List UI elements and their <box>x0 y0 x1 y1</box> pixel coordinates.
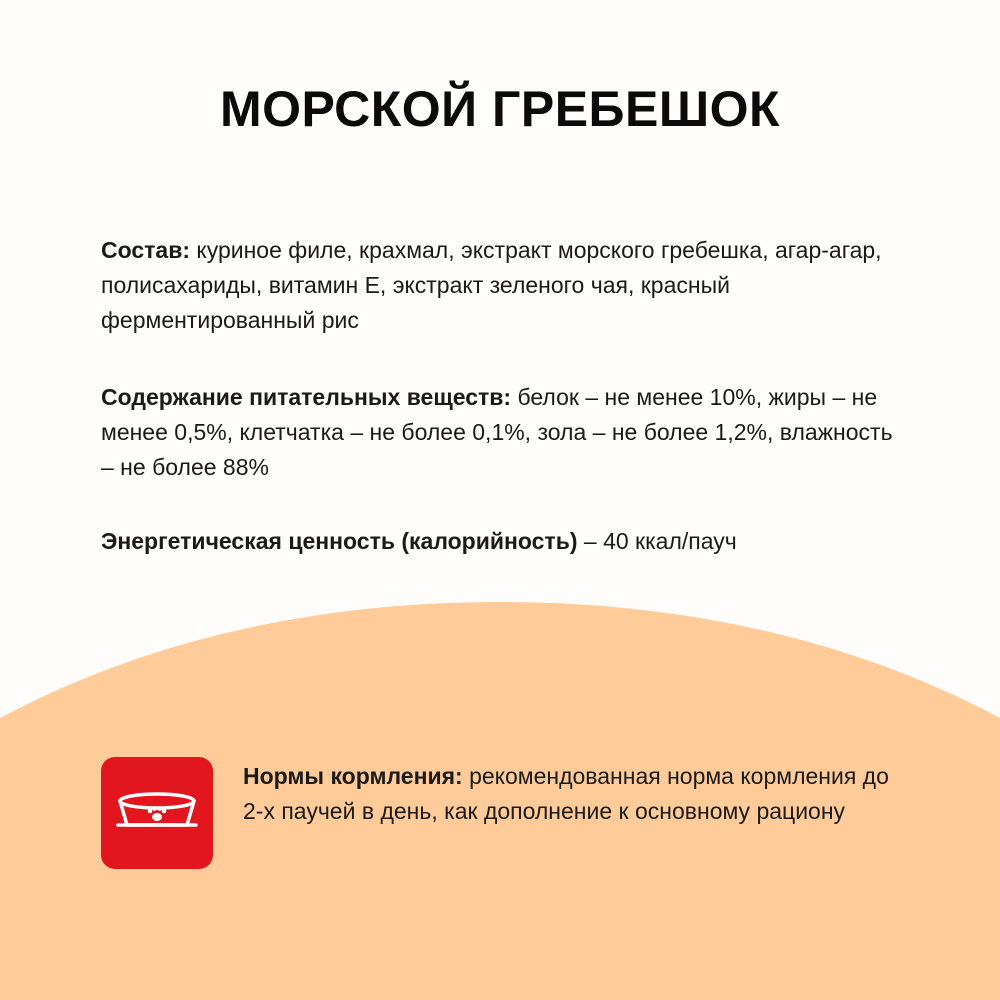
composition-paragraph <box>101 233 911 338</box>
composition-text: куриное филе, крахмал, экстракт морского гребешка, агар-агар, полисахариды, витамин Е, экстракт зеленого чая, красный ферментированный рис <box>101 237 882 333</box>
feeding-icon-tile <box>101 757 213 869</box>
page-title: МОРСКОЙ ГРЕБЕШОК <box>220 81 780 137</box>
nutrients-text: белок – не менее 10%, жиры – не менее 0,5%, клетчатка – не более 0,1%, зола – не более 1,2%, влажность – не более 88% <box>101 384 893 480</box>
energy-label: Энергетическая ценность (калорийность) <box>101 528 578 554</box>
energy-text: – 40 ккал/пауч <box>577 528 737 554</box>
feeding-paragraph <box>243 759 913 829</box>
pet-bowl-paw-icon <box>101 757 213 869</box>
nutrients-paragraph <box>101 380 911 485</box>
energy-paragraph <box>101 524 911 559</box>
composition-label: Состав: <box>101 237 191 263</box>
feeding-label: Нормы кормления: <box>243 763 463 789</box>
feeding-text: рекомендованная норма кормления до 2-х паучей в день, как дополнение к основному рациону <box>243 763 889 824</box>
nutrients-label: Содержание питательных веществ: <box>101 384 512 410</box>
